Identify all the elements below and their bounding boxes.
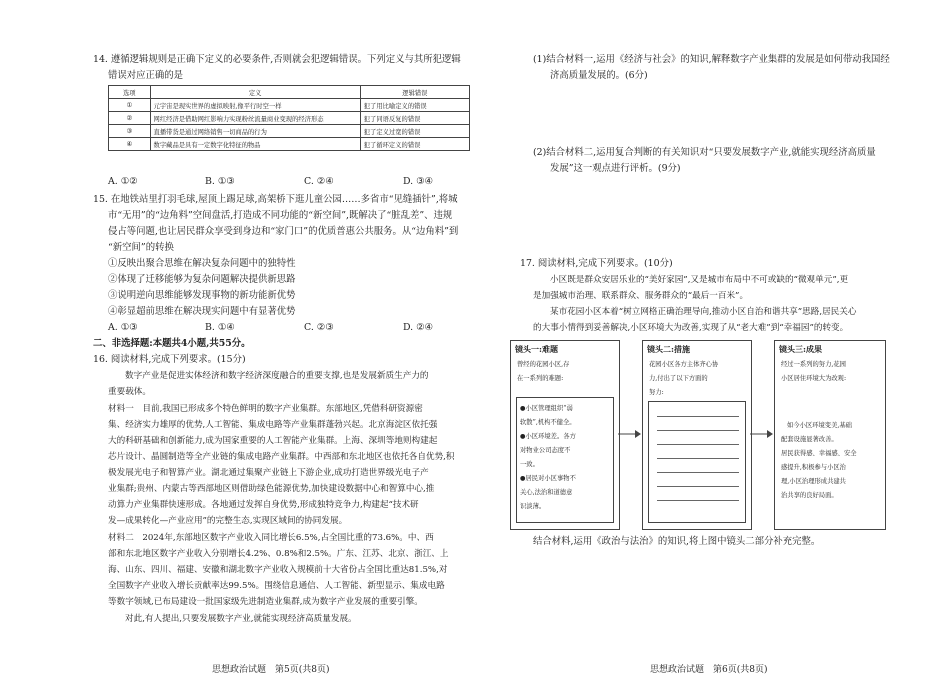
q14-option-d: D. ③④ [403, 176, 433, 187]
answer-blank-line [657, 472, 739, 473]
q15-option-c: C. ②③ [304, 322, 334, 333]
scene-3-result: 理,小区治理形成共建共 [781, 478, 846, 485]
q15-line-4: “新空间”的转换 [108, 242, 174, 253]
q14-option-a: A. ①② [108, 176, 138, 187]
table-header-cell: 选项 [109, 86, 151, 99]
q17-line: 的大事小情得到妥善解决,小区环境大为改善,实现了从“老大难”到“幸福园”的转变。 [533, 323, 849, 333]
scene-1-bullet: 关心,法治和道德意 [520, 489, 573, 496]
scene-1-box [510, 340, 620, 530]
answer-blank-line [657, 458, 739, 459]
table-row [109, 112, 470, 125]
q16-line: 大的科研基础和创新能力,成为国家重要的人工智能产业集群。上海、深圳等地则构建起 [108, 436, 438, 446]
section-2-heading: 二、非选择题:本题共4小题,共55分。 [93, 338, 251, 349]
scene-3-result: 配套设施显著改善。 [781, 436, 838, 443]
page-6 [500, 0, 950, 688]
scene-1-title: 镜头一:难题 [515, 344, 558, 354]
scene-1-bullet: ●小区管理组织“弱 [520, 405, 573, 412]
q17-header: 17. 阅读材料,完成下列要求。(10分) [520, 258, 673, 269]
q16-header: 16. 阅读材料,完成下列要求。(15分) [93, 354, 246, 365]
q16-line: 对此,有人提出,只要发展数字产业,就能实现经济高质量发展。 [125, 614, 357, 624]
arrow-right-icon [618, 428, 642, 440]
scene-3-title: 镜头三:成果 [779, 344, 822, 354]
scene-1-inner-box [516, 397, 614, 523]
page-footer-6: 思想政治试题 第6页(共8页) [650, 665, 768, 675]
table-cell: ③ [109, 125, 151, 138]
table-row [109, 125, 470, 138]
table-cell: ② [109, 112, 151, 125]
q16-material-1: 材料一 目前,我国已形成多个特色鲜明的数字产业集群。东部地区,凭借科研资源密 [108, 404, 423, 414]
q14-line-1: 14. 遵循逻辑规则是正确下定义的必要条件,否则就会犯逻辑错误。下列定义与其所犯逻辑 [93, 54, 461, 65]
scene-3-box [774, 340, 886, 530]
q17-line: 小区既是群众安居乐业的“美好家园”,又是城市布局中不可或缺的“微观单元”,更 [550, 275, 849, 285]
scene-2-answer-box [648, 401, 746, 523]
answer-blank-line [657, 444, 739, 445]
scene-1-intro: 曾经的花园小区,存 [517, 361, 570, 368]
table-row [109, 138, 470, 151]
q15-option-d: D. ②④ [403, 322, 433, 333]
q14-option-b: B. ①③ [205, 176, 235, 187]
table-header-cell: 逻辑错误 [360, 86, 469, 99]
page-footer-5: 思想政治试题 第5页(共8页) [212, 665, 330, 675]
q16-line: 芯片设计、晶圆制造等全产业链的集成电路产业集群。中西部和东北地区也依托各自优势,积 [108, 452, 455, 462]
table-cell: 犯了循环定义的错误 [360, 138, 469, 151]
q16-line: 重要载体。 [108, 387, 151, 397]
q16-line: 动算力产业集群快速形成。各地通过发挥自身优势,形成独特竞争力,构建起“技术研 [108, 500, 419, 510]
q16-line: 全国数字产业收入增长贡献率达99.5%。围绕信息通信、人工智能、新型显示、集成电路 [108, 581, 445, 591]
answer-blank-line [657, 486, 739, 487]
q15-option-a: A. ①③ [108, 322, 138, 333]
table-header-row [109, 86, 470, 99]
table-cell: 元宇宙是现实世界的虚拟映射,像平行时空一样 [150, 99, 360, 112]
q16-material-2: 材料二 2024年,东部地区数字产业收入同比增长6.5%,占全国比重的73.6%。中、西 [108, 533, 434, 543]
answer-blank-line [657, 416, 739, 417]
q16-line: 海、山东、四川、福建、安徽和湖北数字产业收入规模前十大省份占全国比重达81.5%,对 [108, 565, 448, 575]
q15-option-b: B. ①④ [205, 322, 235, 333]
q15-line-3: 侵占等问题,也让居民群众享受到身边和“家门口”的优质普惠公共服务。从“边角料”到 [108, 226, 459, 237]
table-header-cell: 定义 [150, 86, 360, 99]
table-row [109, 99, 470, 112]
q16-line: 部和东北地区数字产业收入分别增长4.2%、0.8%和2.5%。广东、江苏、北京、浙江、上 [108, 549, 449, 559]
q14-logic-table [108, 85, 470, 151]
q14-option-c: C. ②④ [304, 176, 334, 187]
q16-sub2-line-2: 发展”这一观点进行评析。(9分) [550, 163, 681, 174]
q15-item-3: ③说明逆向思维能够发现事物的新功能新优势 [108, 290, 296, 301]
q16-line: 业集群;贵州、内蒙古等西部地区则借助绿色能源优势,加快建设数据中心和智算中心,推 [108, 484, 435, 494]
q16-line: 极发展光电子和智算产业。湖北通过集聚产业链上下游企业,成功打造世界级光电子产 [108, 468, 429, 478]
table-cell: 直播带货是通过网络销售一切商品的行为 [150, 125, 360, 138]
scene-2-title: 镜头二:措施 [647, 344, 690, 354]
q15-line-1: 15. 在地铁站里打羽毛球,屋顶上踢足球,高架桥下逛儿童公园……多省市“见缝插针”,将城 [93, 194, 458, 205]
scene-2-intro: 花园小区各方主体齐心协 [649, 361, 719, 368]
scene-2-intro: 力,付出了以下方面的 [649, 375, 708, 382]
q16-line: 数字产业是促进实体经济和数字经济深度融合的重要支撑,也是发展新质生产力的 [125, 371, 429, 381]
answer-blank-line [657, 430, 739, 431]
q14-line-2: 错误对应正确的是 [108, 70, 184, 81]
q17-line: 是加强城市治理、联系群众、服务群众的“最后一百米”。 [533, 291, 749, 301]
table-cell: 犯了用比喻定义的错误 [360, 99, 469, 112]
arrow-right-icon [750, 428, 774, 440]
q17-line: 某市花园小区本着“树立网格正确治理导向,推动小区自治和谐共享”思路,居民关心 [550, 307, 857, 317]
q15-item-1: ①反映出聚合思维在解决复杂问题中的独特性 [108, 258, 296, 269]
scene-2-intro: 努力: [649, 389, 664, 396]
table-cell: 犯了同语反复的错误 [360, 112, 469, 125]
q16-line: 集、经济实力雄厚的优势,人工智能、集成电路等产业集群蓬勃兴起。北京海淀区依托强 [108, 420, 438, 430]
table-cell: 犯了定义过宽的错误 [360, 125, 469, 138]
q16-sub2-line-1: (2)结合材料二,运用复合判断的有关知识对“只要发展数字产业,就能实现经济高质量 [533, 147, 876, 158]
q16-line: 等数字领域,已布局建设一批国家级先进制造业集群,成为数字产业发展的重要引擎。 [108, 597, 423, 607]
q16-sub1-line-2: 济高质量发展的。(6分) [550, 70, 648, 81]
scene-1-intro: 在一系列的难题: [517, 375, 564, 382]
scene-1-bullet: ●居民对小区事物不 [520, 475, 576, 482]
scene-3-result: 治共享的良好局面。 [781, 492, 838, 499]
q15-item-4: ④彰显超前思维在解决现实问题中有显著优势 [108, 306, 296, 317]
scene-1-bullet: ●小区环境差。各方 [520, 433, 576, 440]
table-cell: ① [109, 99, 151, 112]
q15-item-2: ②体现了迁移能够为复杂问题解决提供新思路 [108, 274, 296, 285]
q15-line-2: 市“无用”的“边角料”空间盘活,打造成不同功能的“新空间”,既解决了“脏乱差”、违规 [108, 210, 453, 221]
scene-1-bullet: 对物业公司态度不 [520, 447, 571, 454]
q17-task: 结合材料,运用《政治与法治》的知识,将上图中镜头二部分补充完整。 [533, 536, 821, 547]
scene-3-result: 如今小区环境变美,基础 [787, 422, 852, 429]
scene-3-intro: 小区居住环境大为改观: [781, 375, 847, 382]
q16-line: 发—成果转化—产业应用”的完整生态,实现区域间的协同发展。 [108, 516, 348, 526]
scene-3-intro: 经过一系列的努力,花园 [781, 361, 846, 368]
scene-3-result: 感提升,积极参与小区治 [781, 464, 846, 471]
scene-2-box [642, 340, 752, 530]
scene-3-result: 居民获得感、幸福感、安全 [781, 450, 857, 457]
scene-1-bullet: 识淡薄。 [520, 503, 546, 510]
scene-1-bullet: 软散”,机构不健全。 [520, 419, 576, 426]
table-cell: 数字藏品是具有一定数字化特征的物品 [150, 138, 360, 151]
table-cell: ④ [109, 138, 151, 151]
answer-blank-line [657, 500, 739, 501]
scene-1-bullet: 一致。 [520, 461, 539, 468]
q16-sub1-line-1: (1)结合材料一,运用《经济与社会》的知识,解释数字产业集群的发展是如何带动我国经 [533, 54, 890, 65]
table-cell: 网红经济是借助网红影响力实现粉丝流量商业变现的经济形态 [150, 112, 360, 125]
